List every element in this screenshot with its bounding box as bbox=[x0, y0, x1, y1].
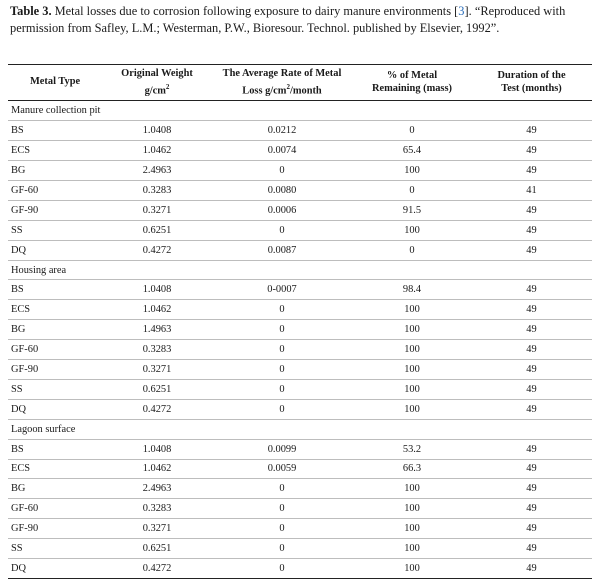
section-title: Manure collection pit bbox=[8, 101, 592, 121]
cell-metal-type: GF-90 bbox=[8, 200, 103, 220]
cell-duration: 49 bbox=[471, 539, 592, 559]
cell-loss-rate: 0.0099 bbox=[211, 439, 353, 459]
cell-loss-rate: 0 bbox=[211, 220, 353, 240]
cell-remaining: 65.4 bbox=[353, 141, 471, 161]
cell-loss-rate: 0.0080 bbox=[211, 181, 353, 201]
cell-original-weight: 0.4272 bbox=[103, 240, 211, 260]
table-caption bbox=[10, 3, 590, 37]
header-original-weight bbox=[103, 65, 211, 101]
caption-text-end: ]. “Reproduced with permission from Safley, L.M.; Westerman, P.W., Bioresour. Technol. published by Elsevier, 1992”. bbox=[10, 4, 566, 35]
table-row bbox=[8, 499, 592, 519]
cell-original-weight: 0.3283 bbox=[103, 499, 211, 519]
cell-loss-rate: 0.0074 bbox=[211, 141, 353, 161]
cell-metal-type: GF-60 bbox=[8, 499, 103, 519]
cell-metal-type: DQ bbox=[8, 558, 103, 578]
cell-duration: 49 bbox=[471, 499, 592, 519]
cell-remaining: 100 bbox=[353, 360, 471, 380]
cell-remaining: 100 bbox=[353, 499, 471, 519]
cell-loss-rate: 0 bbox=[211, 539, 353, 559]
cell-loss-rate: 0 bbox=[211, 320, 353, 340]
cell-remaining: 98.4 bbox=[353, 280, 471, 300]
cell-remaining: 0 bbox=[353, 240, 471, 260]
cell-metal-type: BG bbox=[8, 479, 103, 499]
cell-duration: 49 bbox=[471, 479, 592, 499]
cell-metal-type: BS bbox=[8, 121, 103, 141]
cell-metal-type: DQ bbox=[8, 240, 103, 260]
table-row bbox=[8, 360, 592, 380]
cell-original-weight: 2.4963 bbox=[103, 161, 211, 181]
table-row bbox=[8, 439, 592, 459]
cell-remaining: 100 bbox=[353, 340, 471, 360]
table-row bbox=[8, 280, 592, 300]
caption-text: Metal losses due to corrosion following exposure to dairy manure environments [ bbox=[54, 4, 459, 18]
section-row bbox=[8, 260, 592, 280]
table-header bbox=[8, 65, 592, 101]
cell-loss-rate: 0-0007 bbox=[211, 280, 353, 300]
cell-loss-rate: 0 bbox=[211, 300, 353, 320]
table-row bbox=[8, 340, 592, 360]
cell-remaining: 100 bbox=[353, 519, 471, 539]
cell-duration: 41 bbox=[471, 181, 592, 201]
cell-duration: 49 bbox=[471, 121, 592, 141]
cell-duration: 49 bbox=[471, 558, 592, 578]
header-weight-line1: Original Weight bbox=[121, 68, 193, 79]
cell-metal-type: BS bbox=[8, 280, 103, 300]
cell-original-weight: 0.3271 bbox=[103, 360, 211, 380]
section-row bbox=[8, 101, 592, 121]
cell-duration: 49 bbox=[471, 141, 592, 161]
cell-loss-rate: 0.0006 bbox=[211, 200, 353, 220]
table-row bbox=[8, 200, 592, 220]
cell-loss-rate: 0.0059 bbox=[211, 459, 353, 479]
cell-loss-rate: 0 bbox=[211, 558, 353, 578]
cell-duration: 49 bbox=[471, 200, 592, 220]
cell-metal-type: SS bbox=[8, 379, 103, 399]
cell-metal-type: SS bbox=[8, 539, 103, 559]
cell-duration: 49 bbox=[471, 240, 592, 260]
header-rate bbox=[211, 65, 353, 101]
citation-link[interactable]: 3 bbox=[458, 4, 465, 18]
header-rate-line1: The Average Rate of Metal bbox=[222, 68, 342, 79]
cell-duration: 49 bbox=[471, 439, 592, 459]
cell-original-weight: 1.0462 bbox=[103, 141, 211, 161]
cell-remaining: 100 bbox=[353, 320, 471, 340]
cell-original-weight: 0.3283 bbox=[103, 181, 211, 201]
cell-loss-rate: 0 bbox=[211, 499, 353, 519]
metal-loss-table bbox=[8, 64, 592, 579]
cell-original-weight: 1.0462 bbox=[103, 459, 211, 479]
cell-metal-type: GF-90 bbox=[8, 360, 103, 380]
header-rate-sup: 2 bbox=[286, 82, 290, 91]
cell-original-weight: 0.4272 bbox=[103, 399, 211, 419]
cell-original-weight: 0.6251 bbox=[103, 379, 211, 399]
cell-original-weight: 1.0462 bbox=[103, 300, 211, 320]
header-rate-pre: Loss g/cm bbox=[242, 84, 287, 96]
section-title: Lagoon surface bbox=[8, 419, 592, 439]
cell-original-weight: 1.0408 bbox=[103, 121, 211, 141]
header-duration bbox=[471, 65, 592, 101]
cell-remaining: 100 bbox=[353, 300, 471, 320]
cell-metal-type: ECS bbox=[8, 141, 103, 161]
cell-duration: 49 bbox=[471, 399, 592, 419]
cell-original-weight: 1.0408 bbox=[103, 280, 211, 300]
cell-loss-rate: 0 bbox=[211, 479, 353, 499]
cell-metal-type: BG bbox=[8, 161, 103, 181]
cell-remaining: 100 bbox=[353, 479, 471, 499]
header-weight-unit: g/cm bbox=[144, 84, 166, 96]
cell-original-weight: 0.4272 bbox=[103, 558, 211, 578]
cell-duration: 49 bbox=[471, 280, 592, 300]
cell-remaining: 0 bbox=[353, 181, 471, 201]
cell-duration: 49 bbox=[471, 519, 592, 539]
cell-loss-rate: 0 bbox=[211, 399, 353, 419]
table-row bbox=[8, 558, 592, 578]
cell-original-weight: 2.4963 bbox=[103, 479, 211, 499]
cell-duration: 49 bbox=[471, 379, 592, 399]
table-row bbox=[8, 161, 592, 181]
section-title: Housing area bbox=[8, 260, 592, 280]
cell-loss-rate: 0 bbox=[211, 519, 353, 539]
header-duration-line2: Test (months) bbox=[501, 82, 562, 94]
table-row bbox=[8, 220, 592, 240]
cell-loss-rate: 0 bbox=[211, 379, 353, 399]
cell-original-weight: 1.0408 bbox=[103, 439, 211, 459]
cell-duration: 49 bbox=[471, 360, 592, 380]
cell-remaining: 91.5 bbox=[353, 200, 471, 220]
cell-remaining: 100 bbox=[353, 539, 471, 559]
cell-loss-rate: 0.0087 bbox=[211, 240, 353, 260]
cell-duration: 49 bbox=[471, 459, 592, 479]
cell-loss-rate: 0 bbox=[211, 360, 353, 380]
cell-original-weight: 0.6251 bbox=[103, 539, 211, 559]
table-row bbox=[8, 300, 592, 320]
cell-duration: 49 bbox=[471, 220, 592, 240]
table-row bbox=[8, 539, 592, 559]
cell-original-weight: 0.3283 bbox=[103, 340, 211, 360]
table-row bbox=[8, 399, 592, 419]
cell-duration: 49 bbox=[471, 320, 592, 340]
cell-loss-rate: 0.0212 bbox=[211, 121, 353, 141]
cell-remaining: 100 bbox=[353, 399, 471, 419]
table-body bbox=[8, 101, 592, 578]
cell-metal-type: GF-60 bbox=[8, 181, 103, 201]
cell-metal-type: ECS bbox=[8, 300, 103, 320]
table-row bbox=[8, 519, 592, 539]
table-row bbox=[8, 479, 592, 499]
table-row bbox=[8, 379, 592, 399]
header-weight-sup: 2 bbox=[165, 82, 170, 91]
header-rate-post: /month bbox=[289, 84, 322, 96]
header-remaining-line2: Remaining (mass) bbox=[372, 82, 452, 94]
cell-metal-type: DQ bbox=[8, 399, 103, 419]
table-row bbox=[8, 121, 592, 141]
cell-remaining: 0 bbox=[353, 121, 471, 141]
table-row bbox=[8, 141, 592, 161]
cell-remaining: 66.3 bbox=[353, 459, 471, 479]
caption-label: Table 3. bbox=[10, 4, 52, 18]
cell-metal-type: SS bbox=[8, 220, 103, 240]
table-row bbox=[8, 181, 592, 201]
section-row bbox=[8, 419, 592, 439]
cell-original-weight: 0.3271 bbox=[103, 200, 211, 220]
table-row bbox=[8, 459, 592, 479]
cell-remaining: 100 bbox=[353, 558, 471, 578]
cell-loss-rate: 0 bbox=[211, 340, 353, 360]
cell-duration: 49 bbox=[471, 161, 592, 181]
cell-duration: 49 bbox=[471, 340, 592, 360]
header-remaining-line1: % of Metal bbox=[386, 70, 438, 82]
cell-remaining: 100 bbox=[353, 161, 471, 181]
cell-remaining: 100 bbox=[353, 220, 471, 240]
cell-loss-rate: 0 bbox=[211, 161, 353, 181]
header-remaining bbox=[353, 65, 471, 101]
cell-metal-type: ECS bbox=[8, 459, 103, 479]
cell-remaining: 53.2 bbox=[353, 439, 471, 459]
cell-remaining: 100 bbox=[353, 379, 471, 399]
cell-original-weight: 0.6251 bbox=[103, 220, 211, 240]
header-duration-line1: Duration of the bbox=[497, 70, 566, 82]
table-row bbox=[8, 320, 592, 340]
header-metal-type-label: Metal Type bbox=[30, 76, 81, 88]
cell-original-weight: 1.4963 bbox=[103, 320, 211, 340]
table-row bbox=[8, 240, 592, 260]
cell-metal-type: GF-90 bbox=[8, 519, 103, 539]
cell-duration: 49 bbox=[471, 300, 592, 320]
header-metal-type bbox=[8, 65, 103, 101]
cell-metal-type: BS bbox=[8, 439, 103, 459]
cell-metal-type: GF-60 bbox=[8, 340, 103, 360]
cell-metal-type: BG bbox=[8, 320, 103, 340]
cell-original-weight: 0.3271 bbox=[103, 519, 211, 539]
